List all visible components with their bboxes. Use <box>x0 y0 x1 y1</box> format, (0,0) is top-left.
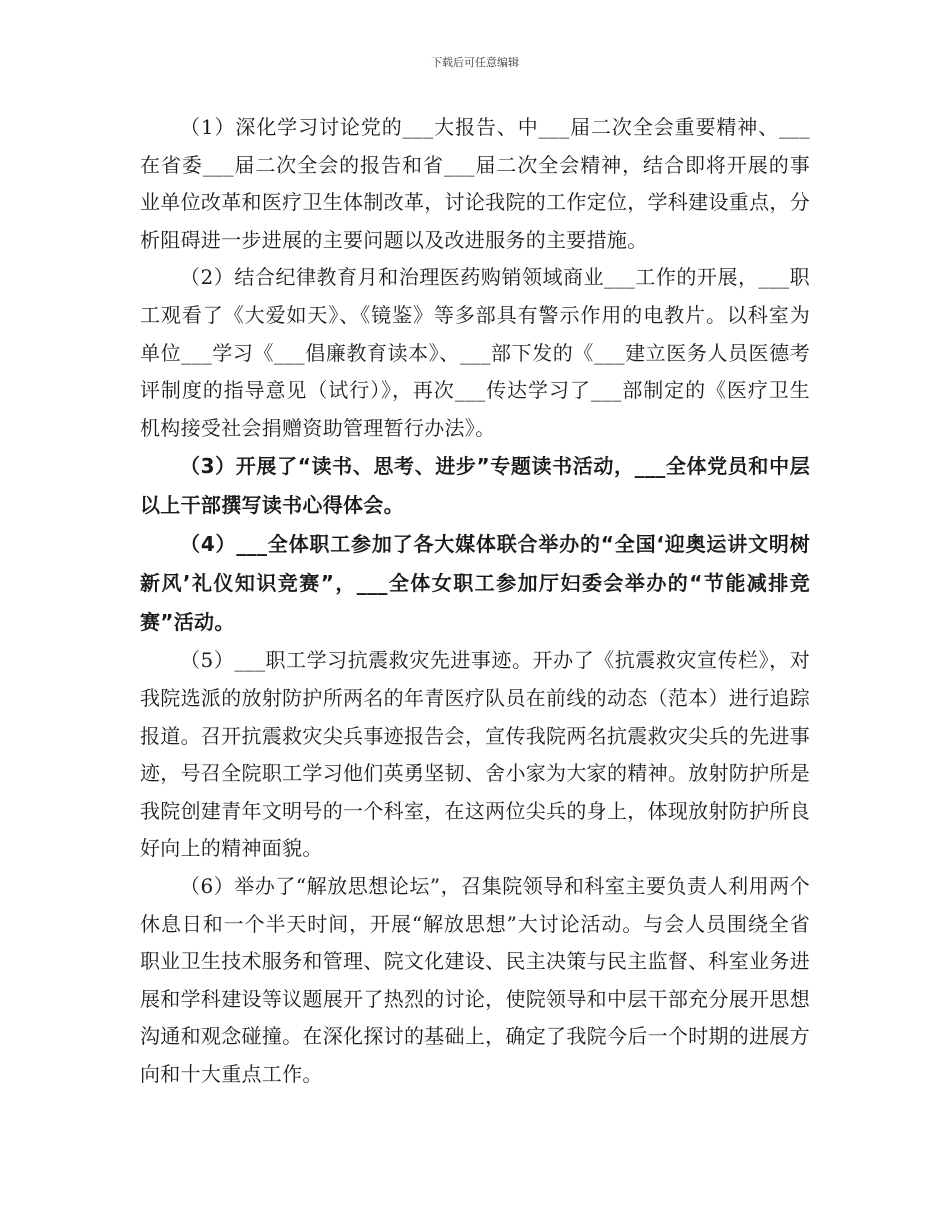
document-body <box>140 109 810 1093</box>
paragraph-2: （2）结合纪律教育月和治理医药购销领域商业___工作的开展，___职工观看了《大爱如天》、《镜鉴》等多部具有警示作用的电教片。以科室为单位___学习《___倡廉教育读本》、___部下发的《___建立医务人员医德考评制度的指导意见（试行）》，再次___传达学习了___部制定的《医疗卫生机构接受社会捐赠资助管理暂行办法》。 <box>140 265 810 440</box>
paragraph-4: （4）___全体职工参加了各大媒体联合举办的“全国‘迎奥运讲文明树新风’礼仪知识竞赛”，___全体女职工参加厅妇委会举办的“节能减排竞赛”活动。 <box>140 532 810 635</box>
page-header-note: 下载后可任意编辑 <box>431 56 519 69</box>
paragraph-6: （6）举办了“解放思想论坛”，召集院领导和科室主要负责人利用两个休息日和一个半天时间，开展“解放思想”大讨论活动。与会人员围绕全省职业卫生技术服务和管理、院文化建设、民主决策与民主监督、科室业务进展和学科建设等议题展开了热烈的讨论，使院领导和中层干部充分展开思想沟通和观念碰撞。在深化探讨的基础上，确定了我院今后一个时期的进展方向和十大重点工作。 <box>140 873 810 1086</box>
paragraph-1: （1）深化学习讨论党的___大报告、中___届二次全会重要精神、___在省委___届二次全会的报告和省___届二次全会精神，结合即将开展的事业单位改革和医疗卫生体制改革，讨论我院的工作定位，学科建设重点，分析阻碍进一步进展的主要问题以及改进服务的主要措施。 <box>140 115 810 252</box>
paragraph-3: （3）开展了“读书、思考、进步”专题读书活动，___全体党员和中层以上干部撰写读书心得体会。 <box>140 454 810 518</box>
paragraph-5: （5）___职工学习抗震救灾先进事迹。开办了《抗震救灾宣传栏》，对我院选派的放射防护所两名的年青医疗队员在前线的动态（范本）进行追踪报道。召开抗震救灾尖兵事迹报告会，宣传我院两名抗震救灾尖兵的先进事迹，号召全院职工学习他们英勇坚韧、舍小家为大家的精神。放射防护所是我院创建青年文明号的一个科室，在这两位尖兵的身上，体现放射防护所良好向上的精神面貌。 <box>140 648 810 861</box>
